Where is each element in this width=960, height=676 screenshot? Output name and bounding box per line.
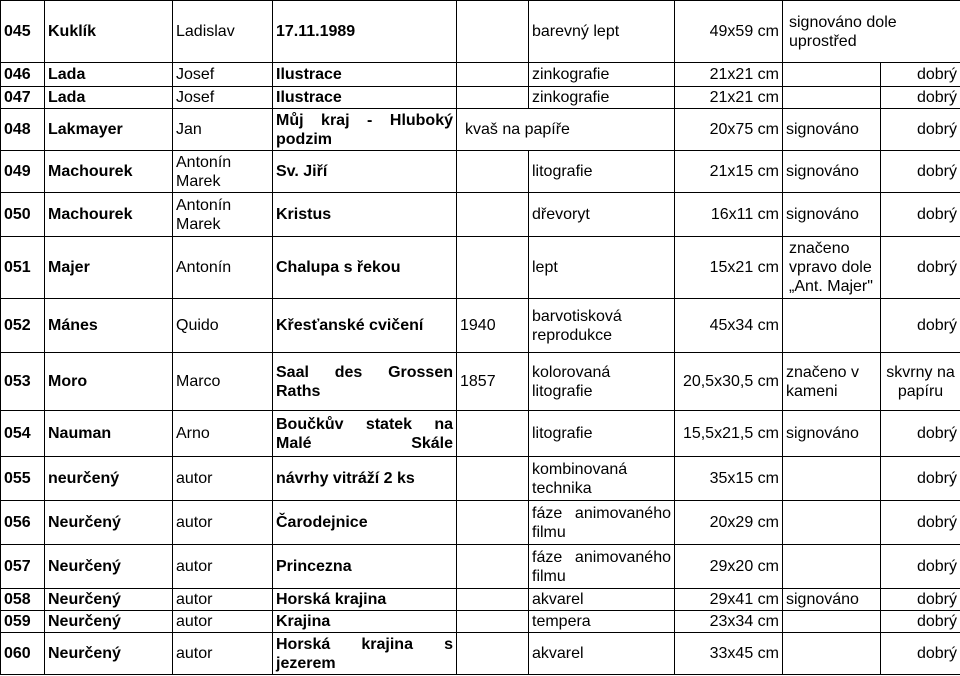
technique: litografie	[529, 151, 675, 193]
condition: dobrý	[881, 151, 960, 193]
row-number: 051	[1, 237, 45, 299]
author-first-name: Marco	[173, 353, 273, 411]
technique: kombinovaná technika	[529, 457, 675, 501]
dimensions: 21x15 cm	[675, 151, 783, 193]
condition: dobrý	[881, 237, 960, 299]
artwork-year	[457, 1, 529, 63]
author-first-name: autor	[173, 457, 273, 501]
row-number: 055	[1, 457, 45, 501]
dimensions: 16x11 cm	[675, 193, 783, 237]
technique: akvarel	[529, 633, 675, 675]
condition: dobrý	[881, 457, 960, 501]
row-number: 054	[1, 411, 45, 457]
technique: lept	[529, 237, 675, 299]
artwork-year	[457, 237, 529, 299]
artwork-title: Ilustrace	[273, 87, 457, 109]
author-first-name: Quido	[173, 299, 273, 353]
signature-note	[783, 611, 881, 633]
author-first-name: Arno	[173, 411, 273, 457]
author-surname: Neurčený	[45, 589, 173, 611]
table-row	[1, 237, 960, 299]
author-surname: Machourek	[45, 151, 173, 193]
author-surname: Lada	[45, 87, 173, 109]
signature-note	[783, 545, 881, 589]
technique: akvarel	[529, 589, 675, 611]
table-row	[1, 193, 960, 237]
artwork-year	[457, 457, 529, 501]
author-surname: Lakmayer	[45, 109, 173, 151]
table-row	[1, 457, 960, 501]
artwork-year	[457, 411, 529, 457]
table-row	[1, 299, 960, 353]
condition: dobrý	[881, 633, 960, 675]
signature-note	[783, 501, 881, 545]
dimensions: 20,5x30,5 cm	[675, 353, 783, 411]
dimensions: 29x41 cm	[675, 589, 783, 611]
catalog-body	[1, 1, 960, 675]
signature-note	[783, 633, 881, 675]
author-first-name: Josef	[173, 87, 273, 109]
table-row	[1, 545, 960, 589]
table-row	[1, 1, 960, 63]
artwork-year	[457, 633, 529, 675]
author-first-name: autor	[173, 501, 273, 545]
row-number: 049	[1, 151, 45, 193]
artwork-year	[457, 589, 529, 611]
artwork-title: Kristus	[273, 193, 457, 237]
artwork-title: Sv. Jiří	[273, 151, 457, 193]
table-row	[1, 589, 960, 611]
condition: dobrý	[881, 411, 960, 457]
artwork-title: Křesťanské cvičení	[273, 299, 457, 353]
table-row	[1, 87, 960, 109]
dimensions: 49x59 cm	[675, 1, 783, 63]
artwork-title: návrhy vitráží 2 ks	[273, 457, 457, 501]
author-surname: Machourek	[45, 193, 173, 237]
author-first-name: autor	[173, 633, 273, 675]
signature-note: signováno	[783, 589, 881, 611]
artwork-title: Boučkův statek na Malé Skále	[273, 411, 457, 457]
signature-note: signováno	[783, 151, 881, 193]
condition: dobrý	[881, 611, 960, 633]
table-row	[1, 611, 960, 633]
author-surname: Lada	[45, 63, 173, 87]
author-surname: Kuklík	[45, 1, 173, 63]
technique: kvaš na papíře	[457, 109, 675, 151]
artwork-title: Ilustrace	[273, 63, 457, 87]
technique: kolorovaná litografie	[529, 353, 675, 411]
technique: fáze animovaného filmu	[529, 501, 675, 545]
author-surname: Mánes	[45, 299, 173, 353]
dimensions: 15x21 cm	[675, 237, 783, 299]
table-row	[1, 501, 960, 545]
condition: dobrý	[881, 545, 960, 589]
condition: dobrý	[881, 589, 960, 611]
artwork-year	[457, 193, 529, 237]
author-surname: Majer	[45, 237, 173, 299]
table-row	[1, 633, 960, 675]
artwork-year	[457, 63, 529, 87]
technique: tempera	[529, 611, 675, 633]
row-number: 048	[1, 109, 45, 151]
signature-note	[783, 63, 881, 87]
artwork-title: Princezna	[273, 545, 457, 589]
artwork-title: Horská krajina s jezerem	[273, 633, 457, 675]
row-number: 060	[1, 633, 45, 675]
row-number: 045	[1, 1, 45, 63]
artwork-title: Krajina	[273, 611, 457, 633]
signature-note: značeno v kameni	[783, 353, 881, 411]
technique: litografie	[529, 411, 675, 457]
artwork-year	[457, 501, 529, 545]
condition: skvrny na papíru	[881, 353, 960, 411]
author-surname: Neurčený	[45, 633, 173, 675]
technique: barevný lept	[529, 1, 675, 63]
dimensions: 29x20 cm	[675, 545, 783, 589]
artwork-title: Čarodejnice	[273, 501, 457, 545]
signature-note: signováno	[783, 193, 881, 237]
dimensions: 33x45 cm	[675, 633, 783, 675]
artwork-title: Saal des Grossen Raths	[273, 353, 457, 411]
artwork-year: 1940	[457, 299, 529, 353]
artwork-title: Chalupa s řekou	[273, 237, 457, 299]
table-row	[1, 63, 960, 87]
artwork-title: Můj kraj - Hluboký podzim	[273, 109, 457, 151]
author-surname: Moro	[45, 353, 173, 411]
artwork-year: 1857	[457, 353, 529, 411]
technique: fáze animovaného filmu	[529, 545, 675, 589]
artwork-title: Horská krajina	[273, 589, 457, 611]
dimensions: 23x34 cm	[675, 611, 783, 633]
author-surname: Neurčený	[45, 611, 173, 633]
dimensions: 15,5x21,5 cm	[675, 411, 783, 457]
signature-note: signováno	[783, 411, 881, 457]
condition: dobrý	[881, 109, 960, 151]
dimensions: 21x21 cm	[675, 87, 783, 109]
author-first-name: Antonín Marek	[173, 193, 273, 237]
signature-note	[783, 87, 881, 109]
artwork-year	[457, 545, 529, 589]
row-number: 047	[1, 87, 45, 109]
table-row	[1, 411, 960, 457]
author-surname: Neurčený	[45, 545, 173, 589]
dimensions: 20x29 cm	[675, 501, 783, 545]
author-first-name: Josef	[173, 63, 273, 87]
dimensions: 35x15 cm	[675, 457, 783, 501]
row-number: 046	[1, 63, 45, 87]
table-row	[1, 151, 960, 193]
author-surname: neurčený	[45, 457, 173, 501]
row-number: 052	[1, 299, 45, 353]
condition: dobrý	[881, 299, 960, 353]
condition: dobrý	[881, 501, 960, 545]
artwork-year	[457, 611, 529, 633]
row-number: 057	[1, 545, 45, 589]
signature-note: signováno	[783, 109, 881, 151]
artwork-year	[457, 151, 529, 193]
signature-note: značeno vpravo dole „Ant. Majer"	[783, 237, 881, 299]
condition: dobrý	[881, 87, 960, 109]
condition: dobrý	[881, 193, 960, 237]
author-first-name: Antonín	[173, 237, 273, 299]
author-first-name: autor	[173, 545, 273, 589]
signature-note: signováno dole uprostřed	[783, 1, 960, 63]
row-number: 050	[1, 193, 45, 237]
technique: zinkografie	[529, 87, 675, 109]
technique: zinkografie	[529, 63, 675, 87]
row-number: 058	[1, 589, 45, 611]
condition: dobrý	[881, 63, 960, 87]
table-row	[1, 109, 960, 151]
author-first-name: Jan	[173, 109, 273, 151]
artwork-year	[457, 87, 529, 109]
technique: dřevoryt	[529, 193, 675, 237]
row-number: 053	[1, 353, 45, 411]
author-first-name: Antonín Marek	[173, 151, 273, 193]
technique: barvotisková reprodukce	[529, 299, 675, 353]
dimensions: 45x34 cm	[675, 299, 783, 353]
row-number: 056	[1, 501, 45, 545]
signature-note	[783, 457, 881, 501]
author-surname: Neurčený	[45, 501, 173, 545]
dimensions: 20x75 cm	[675, 109, 783, 151]
artwork-title: 17.11.1989	[273, 1, 457, 63]
author-first-name: autor	[173, 589, 273, 611]
author-first-name: autor	[173, 611, 273, 633]
signature-note	[783, 299, 881, 353]
dimensions: 21x21 cm	[675, 63, 783, 87]
author-surname: Nauman	[45, 411, 173, 457]
table-row	[1, 353, 960, 411]
row-number: 059	[1, 611, 45, 633]
author-first-name: Ladislav	[173, 1, 273, 63]
